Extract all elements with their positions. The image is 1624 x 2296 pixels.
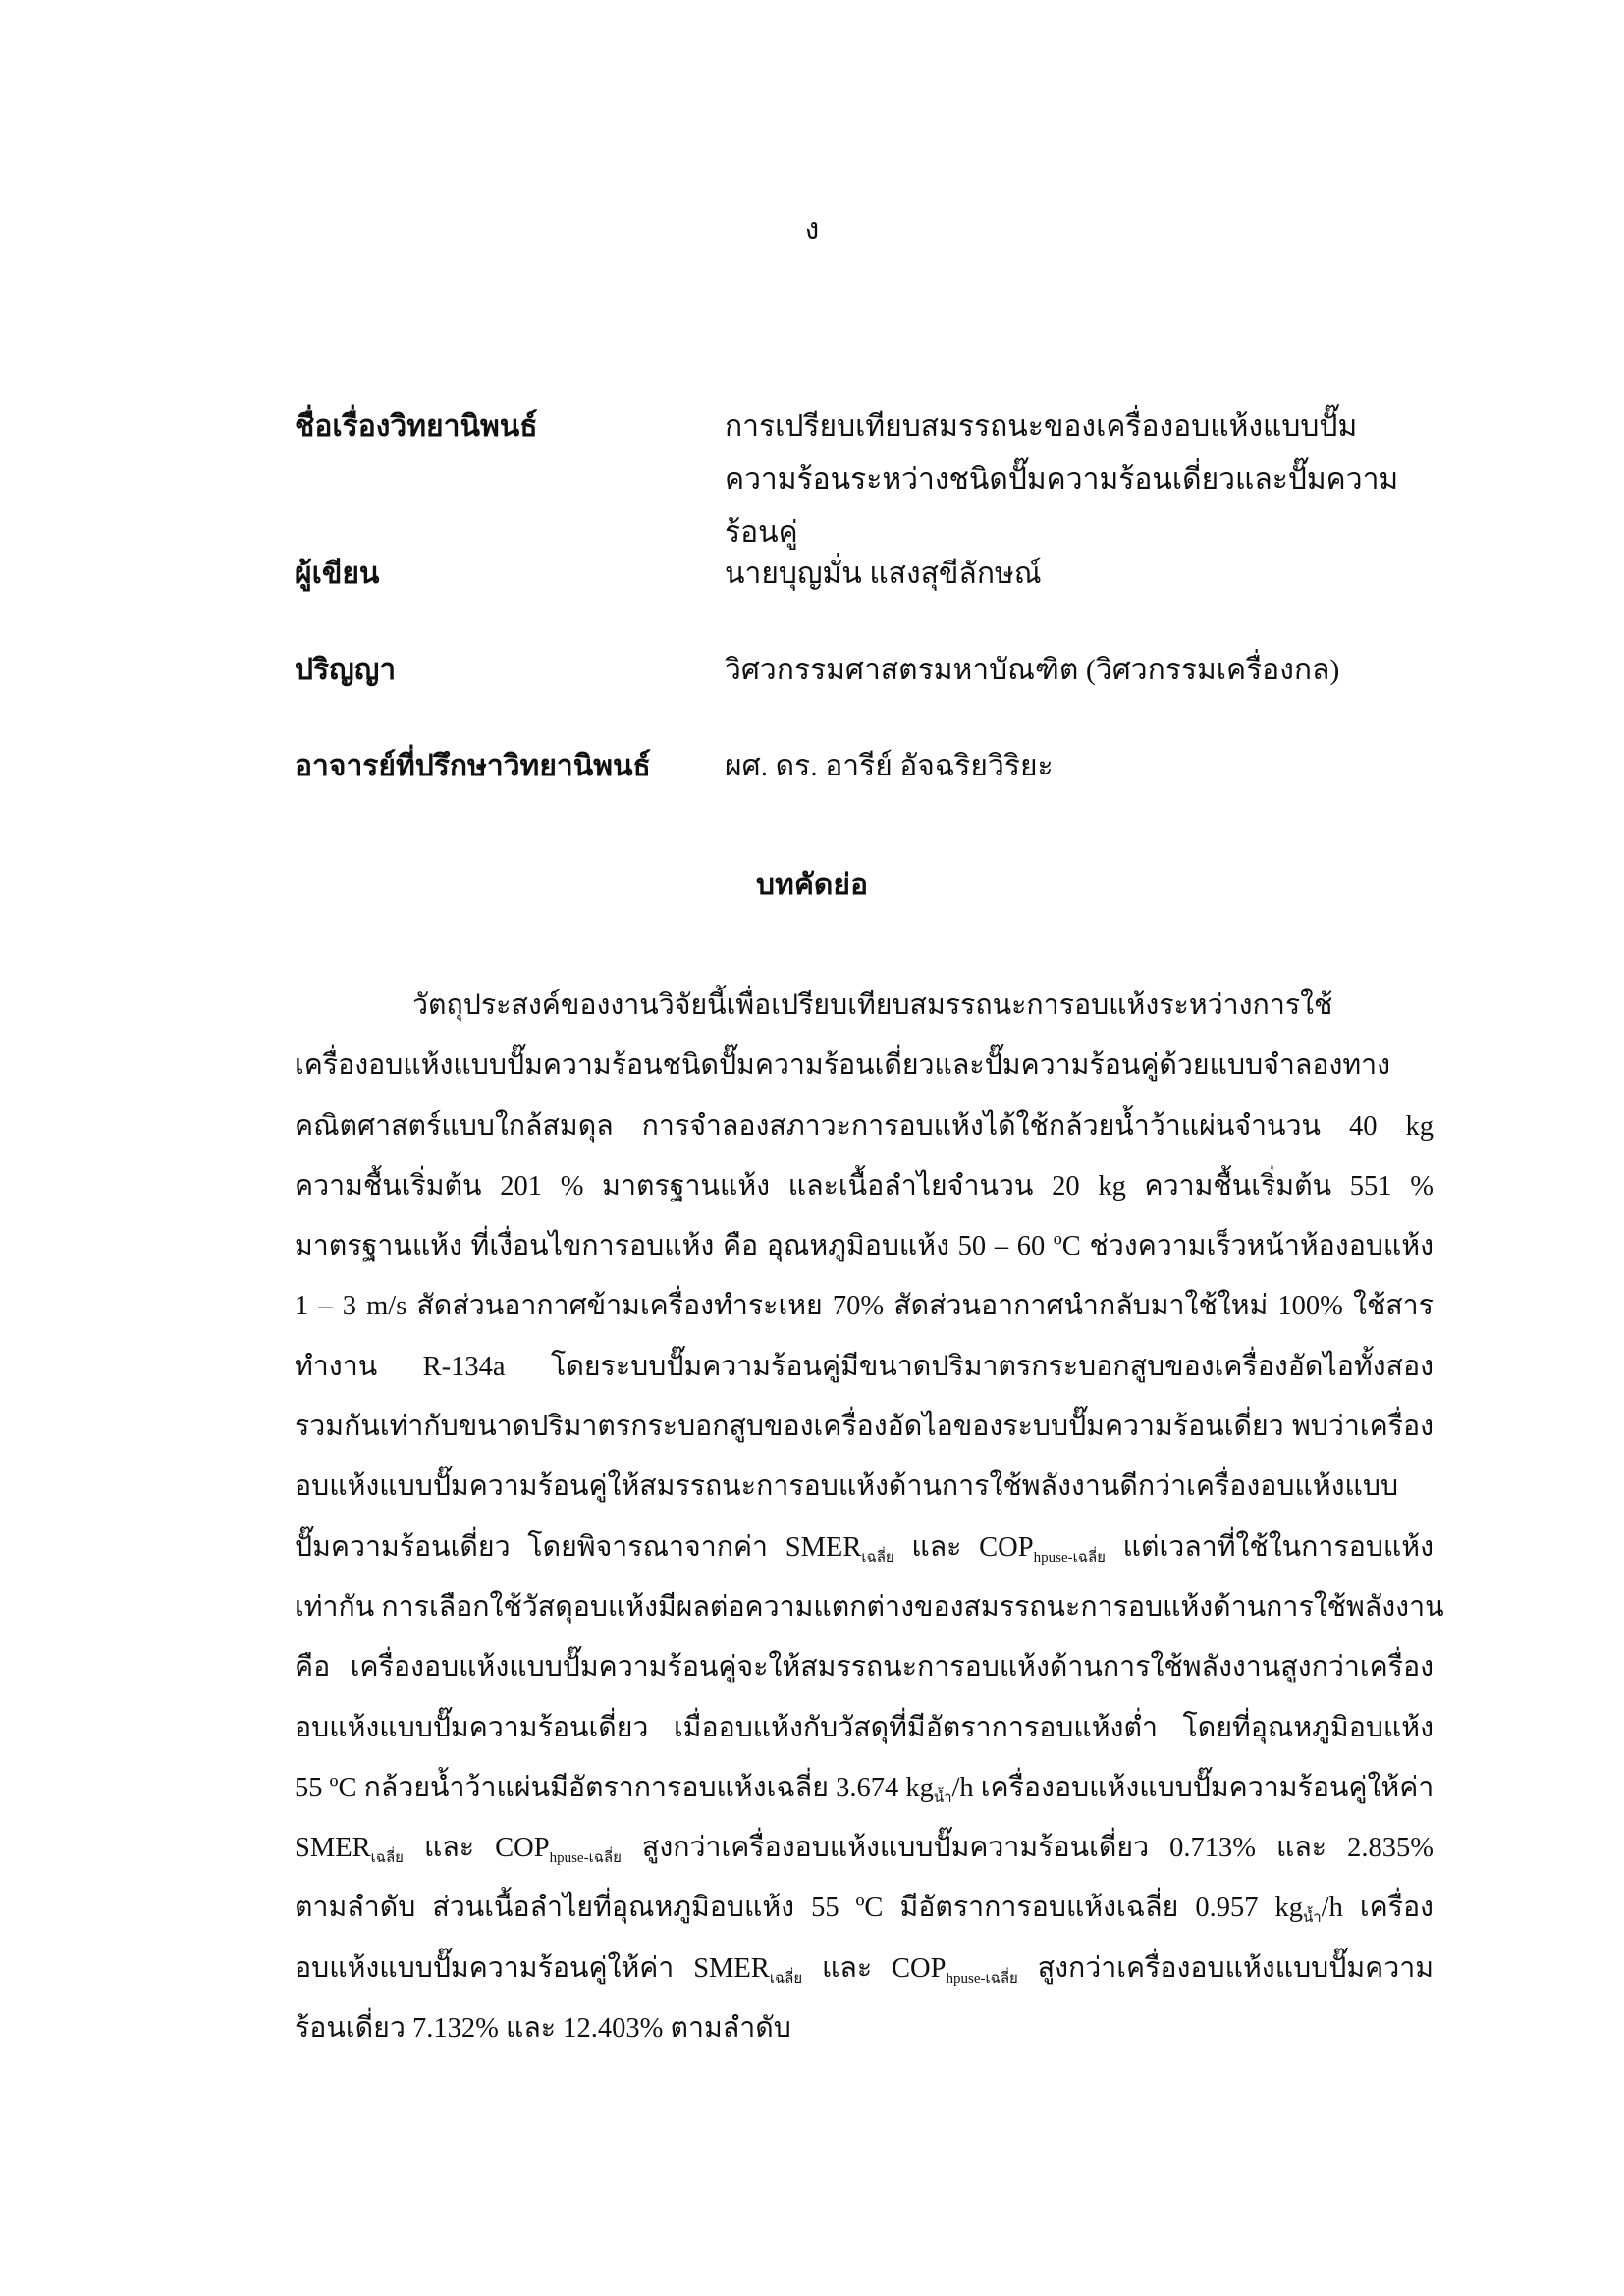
meta-advisor-row xyxy=(295,740,1434,793)
degree-label: ปริญญา xyxy=(295,654,397,686)
abstract-text: สูงกว่าเครื่องอบแห้งแบบปั๊มความ xyxy=(1017,1952,1434,1984)
author-value: นายบุญมั่น แสงสุขีลักษณ์ xyxy=(725,558,1042,590)
abstract-line: อบแห้งแบบปั๊มความร้อนเดี่ยว เมื่ออบแห้งกับวัสดุที่มีอัตราการอบแห้งต่ำ โดยที่อุณหภูมิอบแห้ง xyxy=(295,1712,1434,1743)
abstract-line: ร้อนเดี่ยว 7.132% และ 12.403% ตามลำดับ xyxy=(295,2013,791,2045)
abstract-line: 1 – 3 m/s สัดส่วนอากาศข้ามเครื่องทำระเหย 70% สัดส่วนอากาศนำกลับมาใช้ใหม่ 100% ใช้สาร xyxy=(295,1291,1434,1322)
abstract-line: คือ เครื่องอบแห้งแบบปั๊มความร้อนคู่จะให้สมรรถนะการอบแห้งด้านการใช้พลังงานสูงกว่าเครื่อง xyxy=(295,1652,1434,1683)
abstract-line: ทำงาน R-134a โดยระบบปั๊มความร้อนคู่มีขนาดปริมาตรกระบอกสูบของเครื่องอัดไอทั้งสอง xyxy=(295,1351,1434,1382)
abstract-line xyxy=(295,1939,1434,1999)
abstract-line: รวมกันเท่ากับขนาดปริมาตรกระบอกสูบของเครื่องอัดไอของระบบปั๊มความร้อนเดี่ยว พบว่าเครื่อง xyxy=(295,1412,1434,1443)
title-line-1: การเปรียบเทียบสมรรถนะของเครื่องอบแห้งแบบปั๊ม xyxy=(725,410,1358,443)
meta-degree-row xyxy=(295,644,1434,697)
abstract-line xyxy=(295,1818,1434,1878)
author-label: ผู้เขียน xyxy=(295,558,380,590)
subscript: น้ำ xyxy=(1302,1910,1322,1927)
title-line-2: ความร้อนระหว่างชนิดปั๊มความร้อนเดี่ยวและปั๊มความร้อนคู่ xyxy=(725,463,1399,549)
abstract-text: สูงกว่าเครื่องอบแห้งแบบปั๊มความร้อนเดี่ยว 0.713% และ 2.835% xyxy=(621,1833,1434,1864)
degree-value: วิศวกรรมศาสตรมหาบัณฑิต (วิศวกรรมเครื่องกล) xyxy=(725,654,1340,686)
abstract-heading: บทคัดย่อ xyxy=(756,869,868,901)
abstract-line: วัตถุประสงค์ของงานวิจัยนี้เพื่อเปรียบเทียบสมรรถนะการอบแห้งระหว่างการใช้ xyxy=(412,990,1333,1021)
subscript: เฉลี่ย xyxy=(861,1549,894,1566)
title-label: ชื่อเรื่องวิทยานิพนธ์ xyxy=(295,410,538,443)
abstract-text: แต่เวลาที่ใช้ในการอบแห้ง xyxy=(1105,1531,1434,1563)
abstract-line xyxy=(295,1518,1434,1577)
subscript: เฉลี่ย xyxy=(370,1850,404,1867)
subscript: เฉลี่ย xyxy=(769,1970,803,1987)
abstract-line: เท่ากัน การเลือกใช้วัสดุอบแห้งมีผลต่อความแตกต่างของสมรรถนะการอบแห้งด้านการใช้พลังงาน xyxy=(295,1591,1444,1623)
abstract-body xyxy=(295,976,1444,2058)
meta-title-row xyxy=(295,400,1434,560)
abstract-text: ปั๊มความร้อนเดี่ยว โดยพิจารณาจากค่า SMER xyxy=(295,1531,862,1563)
abstract-text: และ COP xyxy=(802,1952,947,1984)
advisor-value: ผศ. ดร. อารีย์ อัจฉริยวิริยะ xyxy=(725,750,1054,782)
abstract-text: อบแห้งแบบปั๊มความร้อนคู่ให้ค่า SMER xyxy=(295,1952,770,1984)
advisor-label: อาจารย์ที่ปรึกษาวิทยานิพนธ์ xyxy=(295,750,651,782)
abstract-text: และ COP xyxy=(403,1833,550,1864)
subscript: น้ำ xyxy=(933,1789,952,1806)
title-value xyxy=(725,400,1434,560)
subscript: hpuse-เฉลี่ย xyxy=(549,1850,622,1867)
abstract-text: ตามลำดับ ส่วนเนื้อลำไยที่อุณหภูมิอบแห้ง 55 ºC มีอัตราการอบแห้งเฉลี่ย 0.957 kg xyxy=(295,1893,1303,1924)
subscript: hpuse-เฉลี่ย xyxy=(1033,1549,1106,1566)
abstract-line: อบแห้งแบบปั๊มความร้อนคู่ให้สมรรถนะการอบแห้งด้านการใช้พลังงานดีกว่าเครื่องอบแห้งแบบ xyxy=(295,1471,1399,1503)
subscript: hpuse-เฉลี่ย xyxy=(946,1970,1018,1987)
abstract-text: และ COP xyxy=(893,1531,1034,1563)
abstract-line: เครื่องอบแห้งแบบปั๊มความร้อนชนิดปั๊มความร้อนเดี่ยวและปั๊มความร้อนคู่ด้วยแบบจำลองทาง xyxy=(295,1050,1391,1082)
abstract-text: 55 ºC กล้วยน้ำว้าแผ่นมีอัตราการอบแห้งเฉลี่ย 3.674 kg xyxy=(295,1772,934,1803)
abstract-line: มาตรฐานแห้ง ที่เงื่อนไขการอบแห้ง คือ อุณหภูมิอบแห้ง 50 – 60 ºC ช่วงความเร็วหน้าห้องอบแห้ง xyxy=(295,1231,1434,1262)
abstract-line: คณิตศาสตร์แบบใกล้สมดุล การจำลองสภาวะการอบแห้งได้ใช้กล้วยน้ำว้าแผ่นจำนวน 40 kg xyxy=(295,1110,1434,1142)
page-number: ง xyxy=(804,213,820,245)
abstract-text: /h เครื่องอบแห้งแบบปั๊มความร้อนคู่ให้ค่า xyxy=(951,1772,1435,1803)
abstract-line xyxy=(295,1878,1434,1938)
abstract-text: /h เครื่อง xyxy=(1321,1893,1434,1924)
abstract-line: ความชื้นเริ่มต้น 201 % มาตรฐานแห้ง และเนื้อลำไยจำนวน 20 kg ความชื้นเริ่มต้น 551 % xyxy=(295,1170,1434,1201)
abstract-line xyxy=(295,1758,1434,1818)
abstract-text: SMER xyxy=(295,1833,371,1864)
meta-author-row xyxy=(295,548,1434,601)
